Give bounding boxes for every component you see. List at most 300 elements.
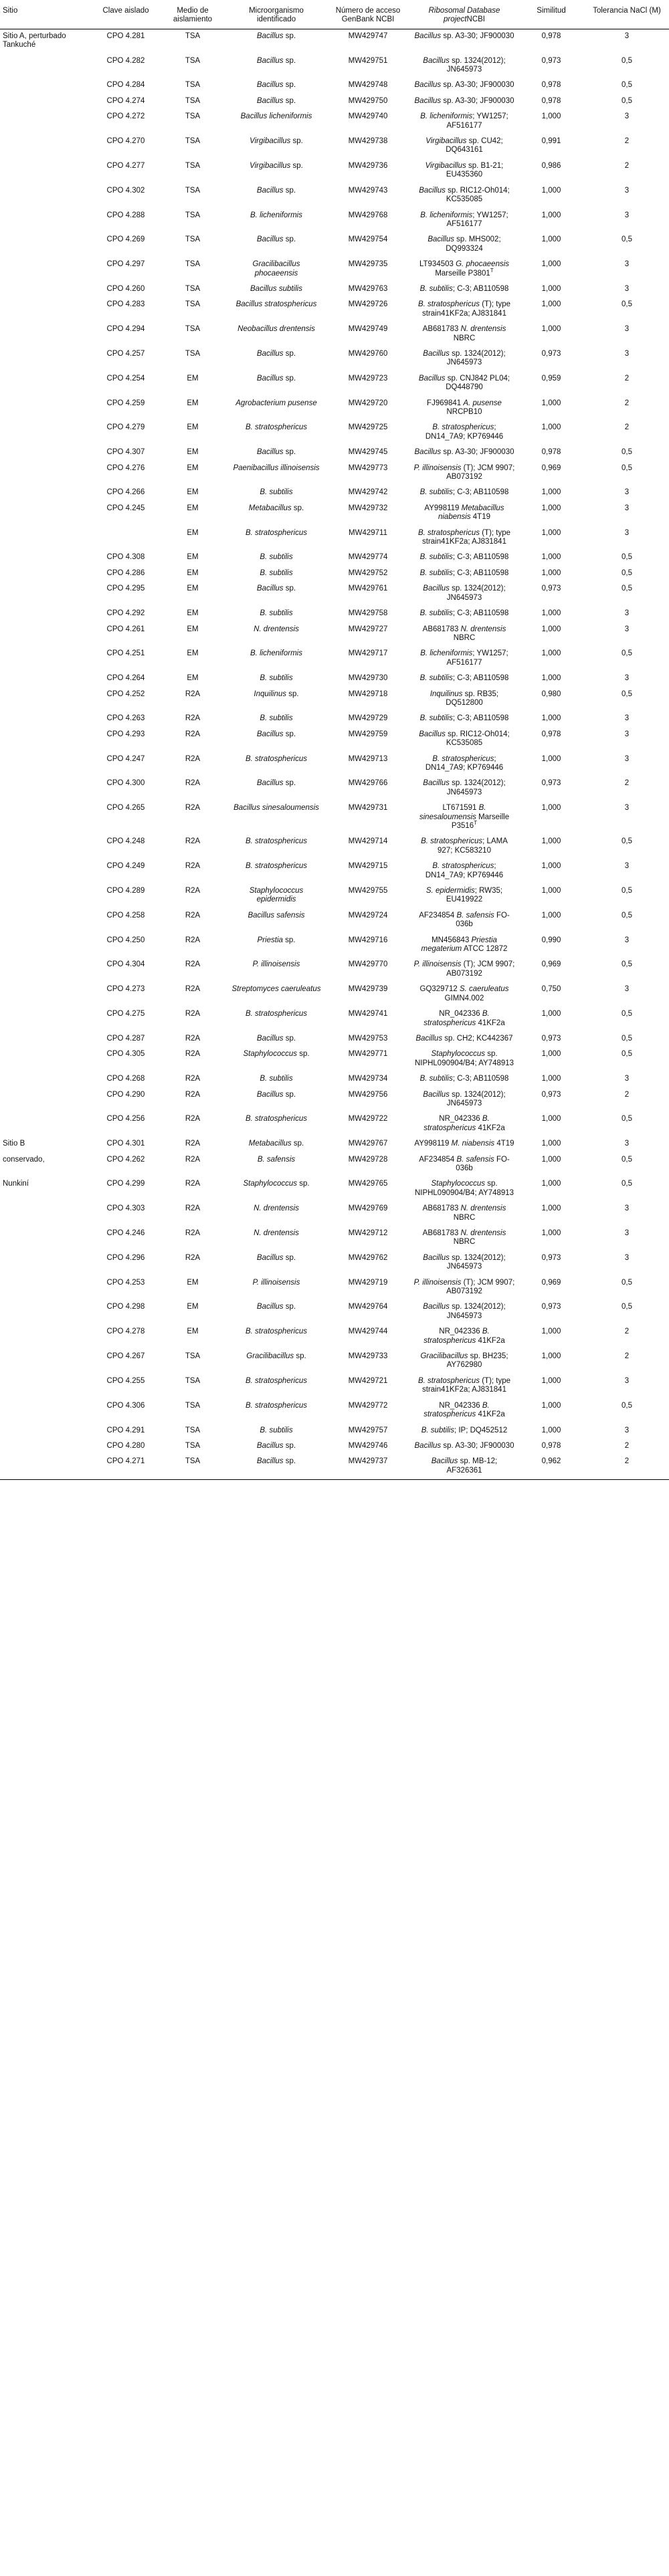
cell-rdp: Bacillus sp. 1324(2012); JN645973: [423, 56, 506, 74]
cell-medio: R2A: [185, 1253, 201, 1262]
cell-genbank: MW429721: [348, 1376, 388, 1385]
cell-genbank: MW429728: [348, 1155, 388, 1164]
cell-genbank: MW429758: [348, 609, 388, 618]
cell-medio: R2A: [185, 1229, 201, 1237]
cell-sitio: [0, 712, 94, 727]
cell-tolerancia: 3: [624, 504, 630, 512]
cell-microorganismo: Bacillus stratosphericus: [235, 300, 317, 309]
cell-sitio: [0, 859, 94, 884]
cell-rdp: Bacillus sp. 1324(2012); JN645973: [423, 584, 506, 602]
header-sitio: Sitio: [0, 5, 94, 29]
cell-similitud: 0,959: [541, 374, 561, 383]
cell-medio: R2A: [185, 960, 201, 969]
cell-rdp: AY998119 M. niabensis 4T19: [414, 1140, 514, 1148]
cell-similitud: 1,000: [541, 504, 561, 512]
cell-rdp: P. illinoisensis (T); JCM 9907; AB073192: [413, 463, 515, 481]
cell-similitud: 1,000: [541, 235, 561, 244]
cell-clave: CPO 4.291: [106, 1426, 145, 1434]
cell-medio: TSA: [185, 31, 201, 40]
table-row: [0, 110, 669, 134]
cell-genbank: MW429744: [348, 1327, 388, 1336]
cell-sitio: [0, 835, 94, 859]
cell-microorganismo: P. illinoisensis: [252, 1278, 300, 1287]
cell-tolerancia: 3: [624, 609, 630, 618]
cell-medio: EM: [187, 1327, 199, 1336]
cell-tolerancia: 3: [624, 349, 630, 358]
cell-medio: EM: [187, 674, 199, 683]
cell-sitio: [0, 110, 94, 134]
cell-tolerancia: 2: [624, 399, 630, 407]
cell-genbank: MW429764: [348, 1303, 388, 1311]
table-row: [0, 502, 669, 526]
cell-microorganismo: Streptomyces caeruleatus: [231, 985, 321, 994]
cell-sitio: [0, 1088, 94, 1113]
cell-medio: R2A: [185, 730, 201, 738]
cell-sitio: [0, 1300, 94, 1325]
cell-tolerancia: 0,5: [622, 1180, 632, 1188]
cell-sitio: conservado,: [3, 1155, 45, 1164]
cell-clave: CPO 4.280: [106, 1441, 145, 1450]
cell-clave: CPO 4.307: [106, 448, 145, 457]
cell-microorganismo: B. stratosphericus: [245, 1401, 308, 1410]
cell-tolerancia: 3: [624, 1426, 630, 1434]
cell-medio: R2A: [185, 1115, 201, 1123]
cell-microorganismo: Bacillus sp.: [256, 56, 296, 65]
cell-medio: R2A: [185, 1090, 201, 1099]
cell-clave: [94, 526, 158, 551]
cell-clave: CPO 4.287: [106, 1034, 145, 1043]
cell-tolerancia: 3: [624, 625, 630, 633]
cell-rdp: Bacillus sp. A3-30; JF900030: [414, 448, 514, 457]
cell-genbank: MW429719: [348, 1278, 388, 1287]
cell-microorganismo: B. subtilis: [260, 1075, 293, 1083]
cell-clave: CPO 4.295: [106, 584, 145, 593]
cell-tolerancia: 3: [624, 714, 630, 723]
cell-genbank: MW429765: [348, 1180, 388, 1188]
cell-similitud: 1,000: [541, 211, 561, 219]
cell-tolerancia: 0,5: [622, 235, 632, 244]
table-body: [0, 29, 669, 1479]
cell-genbank: MW429770: [348, 960, 388, 969]
cell-similitud: 0,973: [541, 1090, 561, 1099]
cell-genbank: MW429738: [348, 137, 388, 146]
cell-microorganismo: Bacillus sp.: [256, 186, 296, 195]
table-row: [0, 728, 669, 752]
cell-medio: EM: [187, 463, 199, 472]
table-row: [0, 233, 669, 257]
cell-rdp: B. stratosphericus; DN14_7A9; KP769446: [425, 423, 504, 441]
cell-similitud: 1,000: [541, 1075, 561, 1083]
cell-medio: TSA: [185, 137, 201, 146]
table-row: [0, 934, 669, 958]
cell-sitio: [0, 421, 94, 445]
cell-clave: CPO 4.299: [106, 1180, 145, 1188]
cell-clave: CPO 4.261: [106, 625, 145, 633]
cell-rdp: B. stratosphericus; LAMA 927; KC583210: [421, 837, 508, 855]
header-rdp: Ribosomal Database projectNCBI: [411, 5, 518, 29]
cell-rdp: B. stratosphericus; DN14_7A9; KP769446: [425, 862, 504, 879]
cell-similitud: 1,000: [541, 1115, 561, 1123]
cell-microorganismo: B. stratosphericus: [245, 754, 308, 763]
cell-genbank: MW429734: [348, 1075, 388, 1083]
cell-clave: CPO 4.265: [106, 804, 145, 813]
cell-medio: R2A: [185, 714, 201, 723]
cell-genbank: MW429768: [348, 211, 388, 219]
table-row: [0, 1177, 669, 1202]
cell-microorganismo: B. subtilis: [260, 1426, 293, 1434]
table-row: [0, 1374, 669, 1399]
cell-microorganismo: Bacillus sp.: [256, 448, 296, 457]
cell-similitud: 0,990: [541, 936, 561, 944]
cell-medio: EM: [187, 399, 199, 407]
cell-rdp: Bacillus sp. MB-12; AF326361: [411, 1455, 518, 1479]
cell-medio: R2A: [185, 1180, 201, 1188]
cell-rdp: AF234854 B. safensis FO-036b: [419, 911, 510, 929]
cell-rdp: B. stratosphericus; DN14_7A9; KP769446: [425, 754, 504, 772]
cell-genbank: MW429761: [348, 584, 388, 593]
cell-medio: R2A: [185, 1204, 201, 1213]
table-row: [0, 671, 669, 687]
cell-medio: EM: [187, 1303, 199, 1311]
cell-sitio: [0, 257, 94, 282]
table-row: [0, 550, 669, 566]
cell-clave: CPO 4.271: [94, 1455, 158, 1479]
table-row: [0, 623, 669, 647]
cell-sitio: [0, 1251, 94, 1276]
cell-rdp: B. subtilis; C-3; AB110598: [419, 568, 509, 577]
cell-tolerancia: 3: [624, 211, 630, 219]
cell-rdp: NR_042336 B. stratosphericus 41KF2a: [423, 1115, 505, 1132]
cell-medio: TSA: [185, 1352, 201, 1361]
table-row: [0, 526, 669, 551]
header-clave: Clave aislado: [94, 5, 158, 29]
cell-medio: R2A: [185, 1140, 201, 1148]
cell-microorganismo: Bacillus sp.: [256, 1090, 296, 1099]
cell-clave: CPO 4.308: [106, 553, 145, 562]
cell-sitio: [0, 982, 94, 1007]
table-row: [0, 397, 669, 421]
cell-genbank: MW429760: [348, 349, 388, 358]
cell-sitio: [0, 159, 94, 184]
cell-similitud: 0,973: [541, 56, 561, 65]
cell-microorganismo: Bacillus sp.: [256, 349, 296, 358]
cell-clave: CPO 4.300: [106, 779, 145, 788]
cell-tolerancia: 3: [624, 754, 630, 763]
cell-clave: CPO 4.301: [106, 1140, 145, 1148]
cell-genbank: MW429733: [348, 1352, 388, 1361]
cell-tolerancia: 3: [624, 730, 630, 738]
cell-rdp: B. subtilis; C-3; AB110598: [419, 609, 509, 618]
cell-similitud: 1,000: [541, 553, 561, 562]
cell-similitud: 0,973: [541, 349, 561, 358]
cell-medio: R2A: [185, 754, 201, 763]
cell-rdp: NR_042336 B. stratosphericus 41KF2a: [423, 1401, 505, 1419]
cell-microorganismo: Bacillus sp.: [256, 374, 296, 383]
cell-genbank: MW429755: [348, 887, 388, 895]
cell-rdp: Staphylococcus sp. NIPHL090904/B4; AY748913: [414, 1050, 514, 1067]
cell-tolerancia: 0,5: [622, 911, 632, 920]
cell-rdp: B. subtilis; C-3; AB110598: [419, 674, 509, 683]
table-row: [0, 1226, 669, 1251]
cell-tolerancia: 0,5: [622, 463, 632, 472]
cell-sitio: [0, 1439, 94, 1455]
cell-clave: CPO 4.288: [106, 211, 145, 219]
cell-similitud: 1,000: [541, 625, 561, 633]
cell-medio: R2A: [185, 779, 201, 788]
cell-similitud: 1,000: [541, 1327, 561, 1336]
table-row: [0, 29, 669, 53]
table-row: [0, 1350, 669, 1374]
cell-similitud: 1,000: [541, 754, 561, 763]
cell-genbank: MW429749: [348, 325, 388, 334]
cell-similitud: 0,978: [541, 31, 561, 40]
cell-tolerancia: 0,5: [622, 448, 632, 457]
cell-sitio: [0, 233, 94, 257]
cell-tolerancia: 0,5: [622, 1010, 632, 1018]
cell-microorganismo: N. drentensis: [254, 625, 299, 633]
table-row: [0, 78, 669, 94]
cell-similitud: 1,000: [541, 1010, 561, 1018]
cell-clave: CPO 4.304: [106, 960, 145, 969]
cell-rdp: Virgibacillus sp. CU42; DQ643161: [425, 137, 503, 154]
cell-clave: CPO 4.278: [106, 1327, 145, 1336]
cell-tolerancia: 3: [624, 936, 630, 944]
cell-rdp: Bacillus sp. 1324(2012); JN645973: [423, 1303, 506, 1320]
cell-microorganismo: Bacillus sp.: [256, 1253, 296, 1262]
cell-sitio: [0, 1226, 94, 1251]
cell-microorganismo: N. drentensis: [254, 1204, 299, 1213]
cell-tolerancia: 3: [624, 1204, 630, 1213]
cell-genbank: MW429757: [348, 1426, 388, 1434]
header-microorganismo: Microorganismo identificado: [227, 5, 325, 29]
cell-clave: CPO 4.275: [106, 1010, 145, 1018]
cell-clave: CPO 4.247: [106, 754, 145, 763]
cell-rdp: Bacillus sp. 1324(2012); JN645973: [423, 1090, 506, 1107]
cell-tolerancia: 2: [624, 423, 630, 432]
cell-similitud: 1,000: [541, 804, 561, 813]
cell-similitud: 1,000: [541, 887, 561, 895]
cell-similitud: 1,000: [541, 260, 561, 269]
cell-clave: CPO 4.253: [106, 1278, 145, 1287]
cell-medio: R2A: [185, 689, 201, 698]
table-row: [0, 1072, 669, 1087]
cell-sitio: [0, 623, 94, 647]
cell-clave: CPO 4.256: [106, 1115, 145, 1123]
cell-similitud: 0,978: [541, 81, 561, 90]
cell-rdp: B. subtilis; C-3; AB110598: [419, 488, 509, 497]
table-row: [0, 461, 669, 486]
cell-medio: TSA: [158, 1455, 227, 1479]
cell-similitud: 0,969: [541, 960, 561, 969]
cell-medio: EM: [187, 504, 199, 512]
cell-rdp: Bacillus sp. 1324(2012); JN645973: [423, 1253, 506, 1271]
cell-tolerancia: 0,5: [622, 960, 632, 969]
cell-rdp: B. stratosphericus (T); type strain41KF2a; AJ831841: [417, 300, 511, 318]
cell-clave: CPO 4.284: [106, 81, 145, 90]
cell-sitio: [0, 1047, 94, 1072]
cell-medio: R2A: [185, 887, 201, 895]
cell-genbank: MW429745: [348, 448, 388, 457]
cell-clave: CPO 4.248: [106, 837, 145, 846]
cell-microorganismo: Bacillus licheniformis: [240, 112, 312, 121]
cell-sitio: [0, 582, 94, 607]
cell-clave: CPO 4.294: [106, 325, 145, 334]
cell-clave: CPO 4.303: [106, 1204, 145, 1213]
cell-genbank: MW429712: [348, 1229, 388, 1237]
cell-sitio: [0, 397, 94, 421]
cell-sitio: [0, 728, 94, 752]
cell-genbank: MW429727: [348, 625, 388, 633]
cell-genbank: MW429736: [348, 161, 388, 170]
cell-rdp: AF234854 B. safensis FO-036b: [419, 1155, 510, 1172]
cell-medio: TSA: [185, 300, 201, 309]
cell-genbank: MW429741: [348, 1010, 388, 1018]
cell-tolerancia: 0,5: [622, 1034, 632, 1043]
cell-genbank: MW429767: [348, 1140, 388, 1148]
table-row: [0, 647, 669, 671]
table-row: [0, 1032, 669, 1047]
cell-genbank: MW429714: [348, 837, 388, 846]
table-row: [0, 1047, 669, 1072]
cell-sitio: [0, 282, 94, 298]
cell-sitio: [0, 372, 94, 397]
cell-tolerancia: 0,5: [622, 568, 632, 577]
cell-rdp: AB681783 N. drentensis NBRC: [422, 1204, 506, 1222]
cell-medio: TSA: [185, 1376, 201, 1385]
cell-clave: CPO 4.257: [106, 349, 145, 358]
cell-rdp: LT671591 B. sinesaloumensis Marseille $P3516^T$: [419, 804, 510, 830]
cell-genbank: MW429723: [348, 374, 388, 383]
cell-sitio: [0, 801, 94, 835]
cell-sitio: [0, 445, 94, 461]
cell-tolerancia: 3: [624, 1253, 630, 1262]
cell-medio: EM: [187, 625, 199, 633]
cell-tolerancia: 0,5: [622, 553, 632, 562]
table-row: [0, 134, 669, 159]
cell-tolerancia: 0,5: [622, 1050, 632, 1059]
cell-rdp: AB681783 N. drentensis NBRC: [422, 1229, 506, 1247]
cell-genbank: MW429762: [348, 1253, 388, 1262]
cell-tolerancia: 0,5: [622, 1303, 632, 1311]
cell-medio: EM: [187, 374, 199, 383]
cell-genbank: MW429716: [348, 936, 388, 944]
cell-sitio: [0, 134, 94, 159]
cell-sitio: [0, 776, 94, 801]
cell-genbank: MW429746: [348, 1441, 388, 1450]
cell-sitio: [0, 1374, 94, 1399]
cell-rdp: AY998119 Metabacillus niabensis 4T19: [424, 504, 504, 522]
cell-rdp: Virgibacillus sp. B1-21; EU435360: [425, 161, 504, 179]
cell-rdp: FJ969841 A. pusense NRCPB10: [427, 399, 502, 416]
cell-genbank: MW429731: [348, 804, 388, 813]
cell-medio: R2A: [185, 1075, 201, 1083]
cell-tolerancia: 2: [585, 1455, 669, 1479]
cell-sitio: [0, 298, 94, 322]
table-row: [0, 1007, 669, 1032]
cell-genbank: MW429737: [325, 1455, 411, 1479]
cell-clave: CPO 4.250: [106, 936, 145, 944]
cell-tolerancia: 2: [624, 161, 630, 170]
cell-sitio: [0, 1455, 94, 1479]
cell-microorganismo: Bacillus sp.: [256, 31, 296, 40]
cell-genbank: MW429730: [348, 674, 388, 683]
cell-tolerancia: 0,5: [622, 1115, 632, 1123]
cell-sitio: [0, 884, 94, 909]
cell-clave: CPO 4.246: [106, 1229, 145, 1237]
cell-tolerancia: 2: [624, 1090, 630, 1099]
cell-rdp: B. licheniformis; YW1257; AF516177: [420, 112, 508, 130]
cell-microorganismo: B. licheniformis: [250, 649, 302, 658]
cell-clave: CPO 4.264: [106, 674, 145, 683]
cell-similitud: 1,000: [541, 1401, 561, 1410]
cell-rdp: Bacillus sp. A3-30; JF900030: [414, 1441, 514, 1450]
cell-medio: TSA: [185, 1441, 201, 1450]
cell-sitio: [0, 607, 94, 622]
cell-genbank: MW429720: [348, 399, 388, 407]
cell-rdp: B. subtilis; C-3; AB110598: [419, 553, 509, 562]
cell-microorganismo: Bacillus sp.: [256, 730, 296, 738]
cell-genbank: MW429747: [348, 31, 388, 40]
cell-medio: EM: [187, 488, 199, 497]
cell-rdp: Bacillus sp. CNJ842 PL04; DQ448790: [418, 374, 510, 392]
table-row: [0, 859, 669, 884]
table-row: [0, 1439, 669, 1455]
cell-tolerancia: 0,5: [622, 584, 632, 593]
cell-sitio: [0, 209, 94, 233]
cell-microorganismo: B. subtilis: [260, 488, 293, 497]
cell-tolerancia: 0,5: [622, 300, 632, 309]
table-row: [0, 159, 669, 184]
cell-clave: CPO 4.297: [106, 260, 145, 269]
cell-similitud: 1,000: [541, 649, 561, 658]
cell-microorganismo: Bacillus sp.: [227, 1455, 325, 1479]
cell-microorganismo: B. subtilis: [260, 714, 293, 723]
cell-medio: R2A: [185, 837, 201, 846]
cell-tolerancia: 3: [624, 284, 630, 293]
cell-sitio: Sitio B: [3, 1140, 25, 1148]
cell-sitio: [0, 1007, 94, 1032]
cell-rdp: GQ329712 S. caeruleatus GIMN4.002: [419, 985, 509, 1002]
cell-microorganismo: Paenibacillus illinoisensis: [233, 463, 320, 472]
cell-similitud: 0,962: [518, 1455, 585, 1479]
cell-rdp: NR_042336 B. stratosphericus 41KF2a: [423, 1327, 505, 1345]
cell-similitud: 1,000: [541, 399, 561, 407]
cell-clave: CPO 4.254: [106, 374, 145, 383]
cell-genbank: MW429715: [348, 862, 388, 871]
cell-genbank: MW429769: [348, 1204, 388, 1213]
table-row: [0, 298, 669, 322]
cell-clave: CPO 4.274: [106, 96, 145, 105]
cell-microorganismo: Bacillus sp.: [256, 1441, 296, 1450]
cell-medio: EM: [187, 649, 199, 658]
cell-tolerancia: 0,5: [622, 1155, 632, 1164]
cell-microorganismo: Bacillus sp.: [256, 81, 296, 90]
cell-rdp: Bacillus sp. CH2; KC442367: [415, 1034, 513, 1043]
cell-clave: CPO 4.273: [106, 985, 145, 994]
cell-rdp: AB681783 N. drentensis NBRC: [422, 325, 506, 342]
cell-rdp: B. stratosphericus (T); type strain41KF2a; AJ831841: [417, 1376, 511, 1394]
cell-similitud: 1,000: [541, 488, 561, 497]
cell-tolerancia: 2: [624, 374, 630, 383]
cell-sitio: [0, 322, 94, 347]
header-similitud: Similitud: [518, 5, 585, 29]
cell-tolerancia: 3: [624, 528, 630, 537]
table-row: [0, 801, 669, 835]
cell-genbank: MW429750: [348, 96, 388, 105]
cell-similitud: 0,750: [541, 985, 561, 994]
cell-similitud: 0,986: [541, 161, 561, 170]
cell-medio: TSA: [185, 349, 201, 358]
